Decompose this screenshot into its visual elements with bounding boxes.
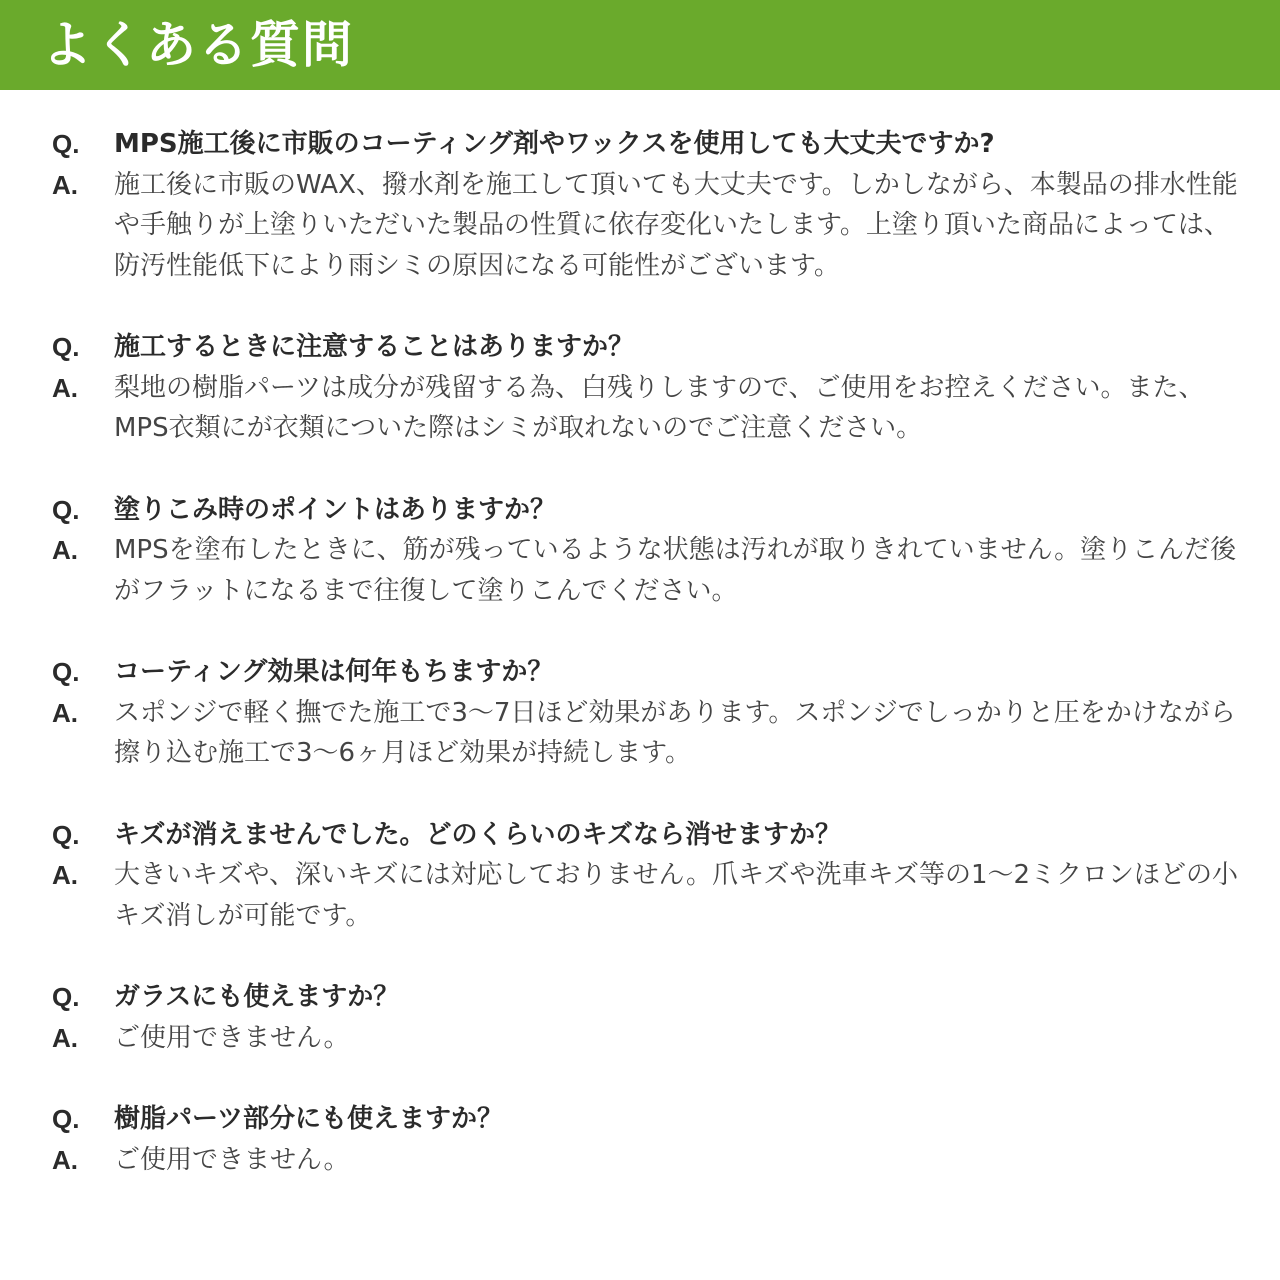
answer-row [52, 693, 1242, 774]
faq-list [52, 124, 1242, 1180]
answer-row [52, 1018, 1242, 1059]
question-row [52, 124, 1242, 165]
faq-item [52, 652, 1242, 774]
answer-row [52, 1140, 1242, 1181]
answer-marker: A. [52, 1144, 78, 1175]
question-marker: Q. [52, 657, 80, 687]
answer-row [52, 368, 1242, 449]
answer-row [52, 530, 1242, 611]
answer-text: MPSを塗布したときに、筋が残っているような状態は汚れが取りきれていません。塗りこんだ後がフラットになるまで往復して塗りこんでください。 [114, 535, 1237, 606]
answer-marker: A. [52, 1022, 78, 1053]
answer-text: 大きいキズや、深いキズには対応しておりません。爪キズや洗車キズ等の1～2ミクロンほどの小キズ消しが可能です。 [114, 860, 1239, 931]
question-row [52, 815, 1242, 856]
answer-marker: A. [52, 169, 78, 200]
answer-marker: A. [52, 535, 78, 565]
answer-text: 梨地の樹脂パーツは成分が残留する為、白残りしますので、ご使用をお控えください。また、MPS衣類にが衣類についた際はシミが取れないのでご注意ください。 [114, 372, 1205, 443]
question-marker: Q. [52, 332, 80, 362]
answer-text: スポンジで軽く撫でた施工で3～7日ほど効果があります。スポンジでしっかりと圧をかけながら擦り込む施工で3～6ヶ月ほど効果が持続します。 [114, 697, 1236, 768]
question-row [52, 977, 1242, 1018]
question-marker: Q. [52, 819, 80, 850]
page-title: よくある質問 [42, 16, 354, 74]
question-marker: Q. [52, 494, 80, 525]
question-marker: Q. [52, 1104, 80, 1134]
question-row [52, 1099, 1242, 1140]
faq-item [52, 124, 1242, 286]
answer-row [52, 855, 1242, 936]
question-text: 塗りこみ時のポイントはありますか？ [114, 494, 557, 525]
faq-header-bar [0, 0, 1280, 90]
question-text: MPS施工後に市販のコーティング剤やワックスを使用しても大丈夫ですか? [114, 129, 995, 159]
question-text: ガラスにも使えますか？ [114, 982, 400, 1012]
answer-text: 施工後に市販のWAX、撥水剤を施工して頂いても大丈夫です。しかしながら、本製品の排水性能や手触りが上塗りいただいた製品の性質に依存変化いたします。上塗り頂いた商品によっては、防汚性能低下により雨シミの原因になる可能性がございます。 [114, 169, 1238, 281]
faq-item [52, 327, 1242, 449]
question-row [52, 490, 1242, 531]
question-marker: Q. [52, 982, 80, 1012]
question-text: コーティング効果は何年もちますか？ [114, 657, 554, 687]
question-text: 施工するときに注意することはありますか？ [114, 332, 635, 362]
faq-item [52, 977, 1242, 1058]
question-marker: Q. [52, 129, 80, 159]
answer-text: ご使用できません。 [114, 1144, 350, 1175]
question-row [52, 652, 1242, 693]
faq-item [52, 815, 1242, 937]
faq-item [52, 1099, 1242, 1180]
question-row [52, 327, 1242, 368]
faq-item [52, 490, 1242, 612]
question-text: 樹脂パーツ部分にも使えますか？ [114, 1104, 503, 1134]
answer-text: ご使用できません。 [114, 1022, 350, 1053]
answer-marker: A. [52, 372, 78, 403]
question-text: キズが消えませんでした。どのくらいのキズなら消せますか？ [114, 819, 841, 850]
answer-row [52, 165, 1242, 287]
answer-marker: A. [52, 697, 78, 728]
answer-marker: A. [52, 860, 78, 890]
